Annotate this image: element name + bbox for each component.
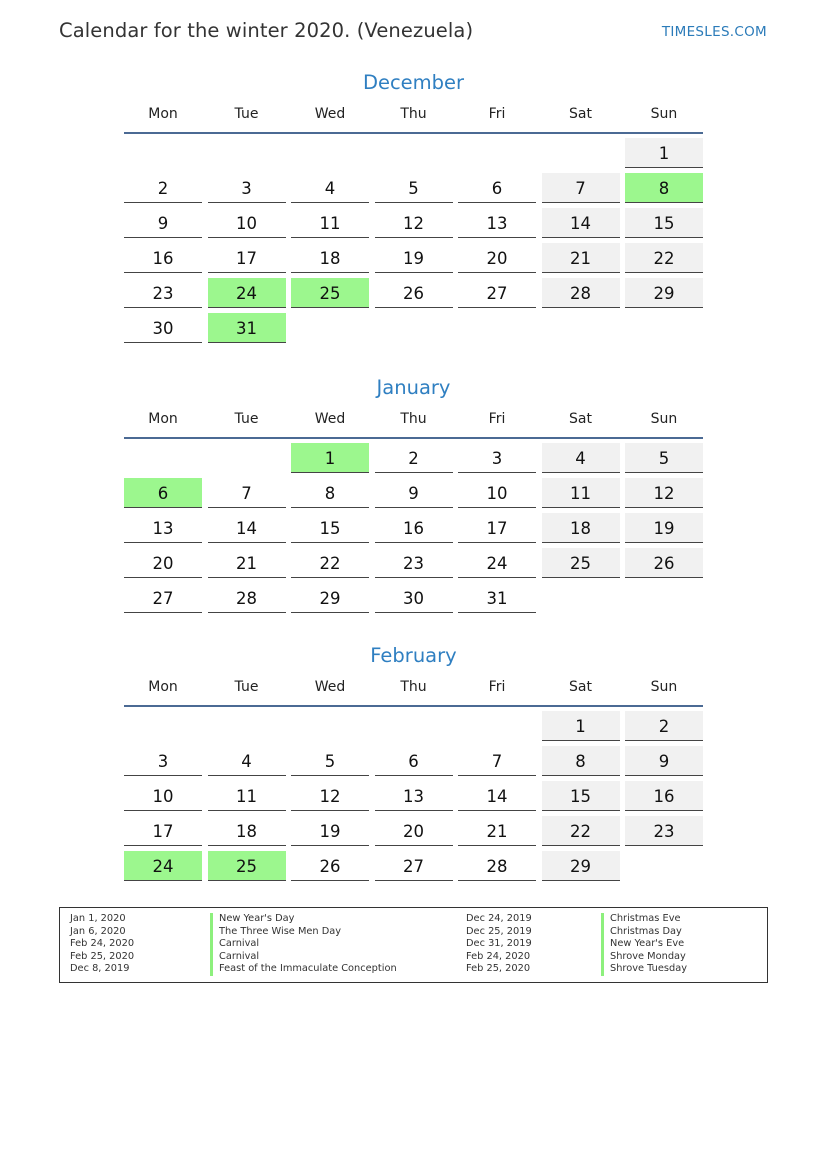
weekday-label: Thu [400, 679, 427, 695]
day-cell: 12 [375, 208, 453, 238]
weekday-label: Sun [650, 679, 678, 695]
legend-right-dates [466, 913, 532, 976]
day-cell: 18 [291, 243, 369, 273]
day-cell: 27 [458, 278, 536, 308]
empty-cell [458, 711, 536, 740]
empty-cell [208, 138, 286, 167]
day-cell: 30 [124, 313, 202, 343]
legend-holiday-name: Christmas Day [601, 926, 687, 939]
day-cell: 20 [458, 243, 536, 273]
legend-date: Feb 25, 2020 [70, 950, 135, 962]
weekday-label: Fri [488, 106, 506, 122]
day-cell: 9 [124, 208, 202, 238]
weekday-header [124, 678, 703, 707]
weekday-label: Sun [650, 106, 678, 122]
weekday-label: Fri [488, 411, 506, 427]
legend-date: Feb 25, 2020 [466, 963, 531, 975]
month-title: December [362, 71, 465, 94]
day-cell: 7 [208, 478, 286, 508]
day-cell: 16 [375, 513, 453, 543]
holiday-day-cell: 1 [291, 443, 369, 473]
day-cell: 11 [542, 478, 620, 508]
legend-holiday-name: Shrove Monday [601, 951, 687, 964]
empty-cell [124, 138, 202, 167]
month-january [124, 375, 703, 613]
legend-date: Dec 8, 2019 [70, 963, 130, 975]
weekday-label: Sat [569, 411, 592, 427]
day-cell: 21 [458, 816, 536, 846]
day-cell: 28 [208, 583, 286, 613]
legend-holiday-name: Feast of the Immaculate Conception [210, 963, 397, 976]
day-cell: 16 [124, 243, 202, 273]
day-cell: 4 [542, 443, 620, 473]
day-cell: 7 [458, 746, 536, 776]
holiday-day-cell: 6 [124, 478, 202, 508]
day-cell: 13 [124, 513, 202, 543]
days-grid [124, 443, 703, 613]
day-cell: 28 [542, 278, 620, 308]
day-cell: 2 [375, 443, 453, 473]
day-cell: 6 [375, 746, 453, 776]
legend-holiday-name: Shrove Tuesday [601, 963, 687, 976]
holiday-day-cell: 25 [291, 278, 369, 308]
day-cell: 26 [375, 278, 453, 308]
legend-holiday-name: Christmas Eve [601, 913, 687, 926]
weekday-label: Thu [400, 106, 427, 122]
legend-right-names [601, 913, 687, 976]
legend-date: Dec 25, 2019 [466, 925, 532, 937]
day-cell: 11 [208, 781, 286, 811]
weekday-label: Wed [314, 411, 346, 427]
legend-holiday-name: New Year's Day [210, 913, 397, 926]
day-cell: 24 [458, 548, 536, 578]
holiday-day-cell: 24 [208, 278, 286, 308]
day-cell: 13 [458, 208, 536, 238]
day-cell: 13 [375, 781, 453, 811]
day-cell: 5 [625, 443, 703, 473]
day-cell: 12 [625, 478, 703, 508]
day-cell: 23 [124, 278, 202, 308]
weekday-label: Thu [400, 411, 427, 427]
legend-left-names [210, 913, 397, 976]
empty-cell [208, 443, 286, 472]
legend-date: Feb 24, 2020 [466, 950, 531, 962]
day-cell: 17 [124, 816, 202, 846]
day-cell: 21 [208, 548, 286, 578]
day-cell: 26 [291, 851, 369, 881]
day-cell: 12 [291, 781, 369, 811]
day-cell: 29 [291, 583, 369, 613]
day-cell: 17 [458, 513, 536, 543]
day-cell: 3 [124, 746, 202, 776]
empty-cell [124, 711, 202, 740]
weekday-label: Tue [234, 411, 259, 427]
empty-cell [458, 138, 536, 167]
day-cell: 21 [542, 243, 620, 273]
day-cell: 26 [625, 548, 703, 578]
day-cell: 29 [542, 851, 620, 881]
weekday-label: Sat [569, 679, 592, 695]
day-cell: 3 [208, 173, 286, 203]
legend-holiday-name: New Year's Eve [601, 938, 687, 951]
day-cell: 22 [542, 816, 620, 846]
day-cell: 4 [208, 746, 286, 776]
weekday-label: Mon [148, 411, 178, 427]
holiday-day-cell: 24 [124, 851, 202, 881]
day-cell: 19 [375, 243, 453, 273]
day-cell: 1 [625, 138, 703, 168]
day-cell: 8 [291, 478, 369, 508]
weekday-label: Mon [148, 106, 178, 122]
day-cell: 4 [291, 173, 369, 203]
page-title: Calendar for the winter 2020. (Venezuela) [59, 19, 474, 42]
day-cell: 29 [625, 278, 703, 308]
day-cell: 11 [291, 208, 369, 238]
days-grid [124, 711, 703, 881]
day-cell: 14 [542, 208, 620, 238]
day-cell: 14 [208, 513, 286, 543]
day-cell: 15 [291, 513, 369, 543]
day-cell: 31 [458, 583, 536, 613]
empty-cell [375, 138, 453, 167]
empty-cell [291, 711, 369, 740]
site-link[interactable]: TIMESLES.COM [661, 24, 767, 40]
weekday-header [124, 105, 703, 134]
weekday-header [124, 410, 703, 439]
day-cell: 17 [208, 243, 286, 273]
day-cell: 2 [124, 173, 202, 203]
legend-date: Jan 6, 2020 [70, 925, 126, 937]
day-cell: 2 [625, 711, 703, 741]
weekday-label: Tue [234, 679, 259, 695]
empty-cell [542, 138, 620, 167]
days-grid [124, 138, 703, 343]
day-cell: 20 [124, 548, 202, 578]
weekday-label: Sun [650, 411, 678, 427]
day-cell: 28 [458, 851, 536, 881]
day-cell: 5 [375, 173, 453, 203]
day-cell: 20 [375, 816, 453, 846]
holiday-legend [59, 907, 768, 983]
day-cell: 9 [625, 746, 703, 776]
weekday-label: Mon [148, 679, 178, 695]
day-cell: 9 [375, 478, 453, 508]
day-cell: 18 [208, 816, 286, 846]
weekday-label: Tue [234, 106, 259, 122]
month-february [124, 643, 703, 881]
legend-holiday-name: The Three Wise Men Day [210, 926, 397, 939]
day-cell: 3 [458, 443, 536, 473]
empty-cell [291, 138, 369, 167]
holiday-day-cell: 8 [625, 173, 703, 203]
weekday-label: Wed [314, 106, 346, 122]
weekday-label: Wed [314, 679, 346, 695]
legend-holiday-name: Carnival [210, 938, 397, 951]
empty-cell [208, 711, 286, 740]
day-cell: 10 [208, 208, 286, 238]
legend-date: Dec 24, 2019 [466, 913, 532, 924]
weekday-label: Sat [569, 106, 592, 122]
day-cell: 23 [625, 816, 703, 846]
day-cell: 27 [124, 583, 202, 613]
day-cell: 22 [291, 548, 369, 578]
holiday-day-cell: 31 [208, 313, 286, 343]
day-cell: 19 [625, 513, 703, 543]
day-cell: 7 [542, 173, 620, 203]
day-cell: 1 [542, 711, 620, 741]
legend-date: Feb 24, 2020 [70, 938, 135, 950]
day-cell: 14 [458, 781, 536, 811]
weekday-label: Fri [488, 679, 506, 695]
legend-date: Dec 31, 2019 [466, 938, 532, 950]
day-cell: 15 [542, 781, 620, 811]
legend-left-dates [70, 913, 134, 976]
legend-date: Jan 1, 2020 [70, 913, 126, 924]
day-cell: 23 [375, 548, 453, 578]
day-cell: 10 [124, 781, 202, 811]
legend-holiday-name: Carnival [210, 951, 397, 964]
month-title: February [370, 644, 457, 667]
day-cell: 25 [542, 548, 620, 578]
holiday-day-cell: 25 [208, 851, 286, 881]
empty-cell [375, 711, 453, 740]
month-december [124, 70, 703, 343]
day-cell: 19 [291, 816, 369, 846]
day-cell: 22 [625, 243, 703, 273]
day-cell: 5 [291, 746, 369, 776]
day-cell: 16 [625, 781, 703, 811]
month-title: January [376, 376, 451, 399]
day-cell: 10 [458, 478, 536, 508]
day-cell: 15 [625, 208, 703, 238]
day-cell: 18 [542, 513, 620, 543]
day-cell: 27 [375, 851, 453, 881]
day-cell: 30 [375, 583, 453, 613]
empty-cell [124, 443, 202, 472]
day-cell: 8 [542, 746, 620, 776]
day-cell: 6 [458, 173, 536, 203]
